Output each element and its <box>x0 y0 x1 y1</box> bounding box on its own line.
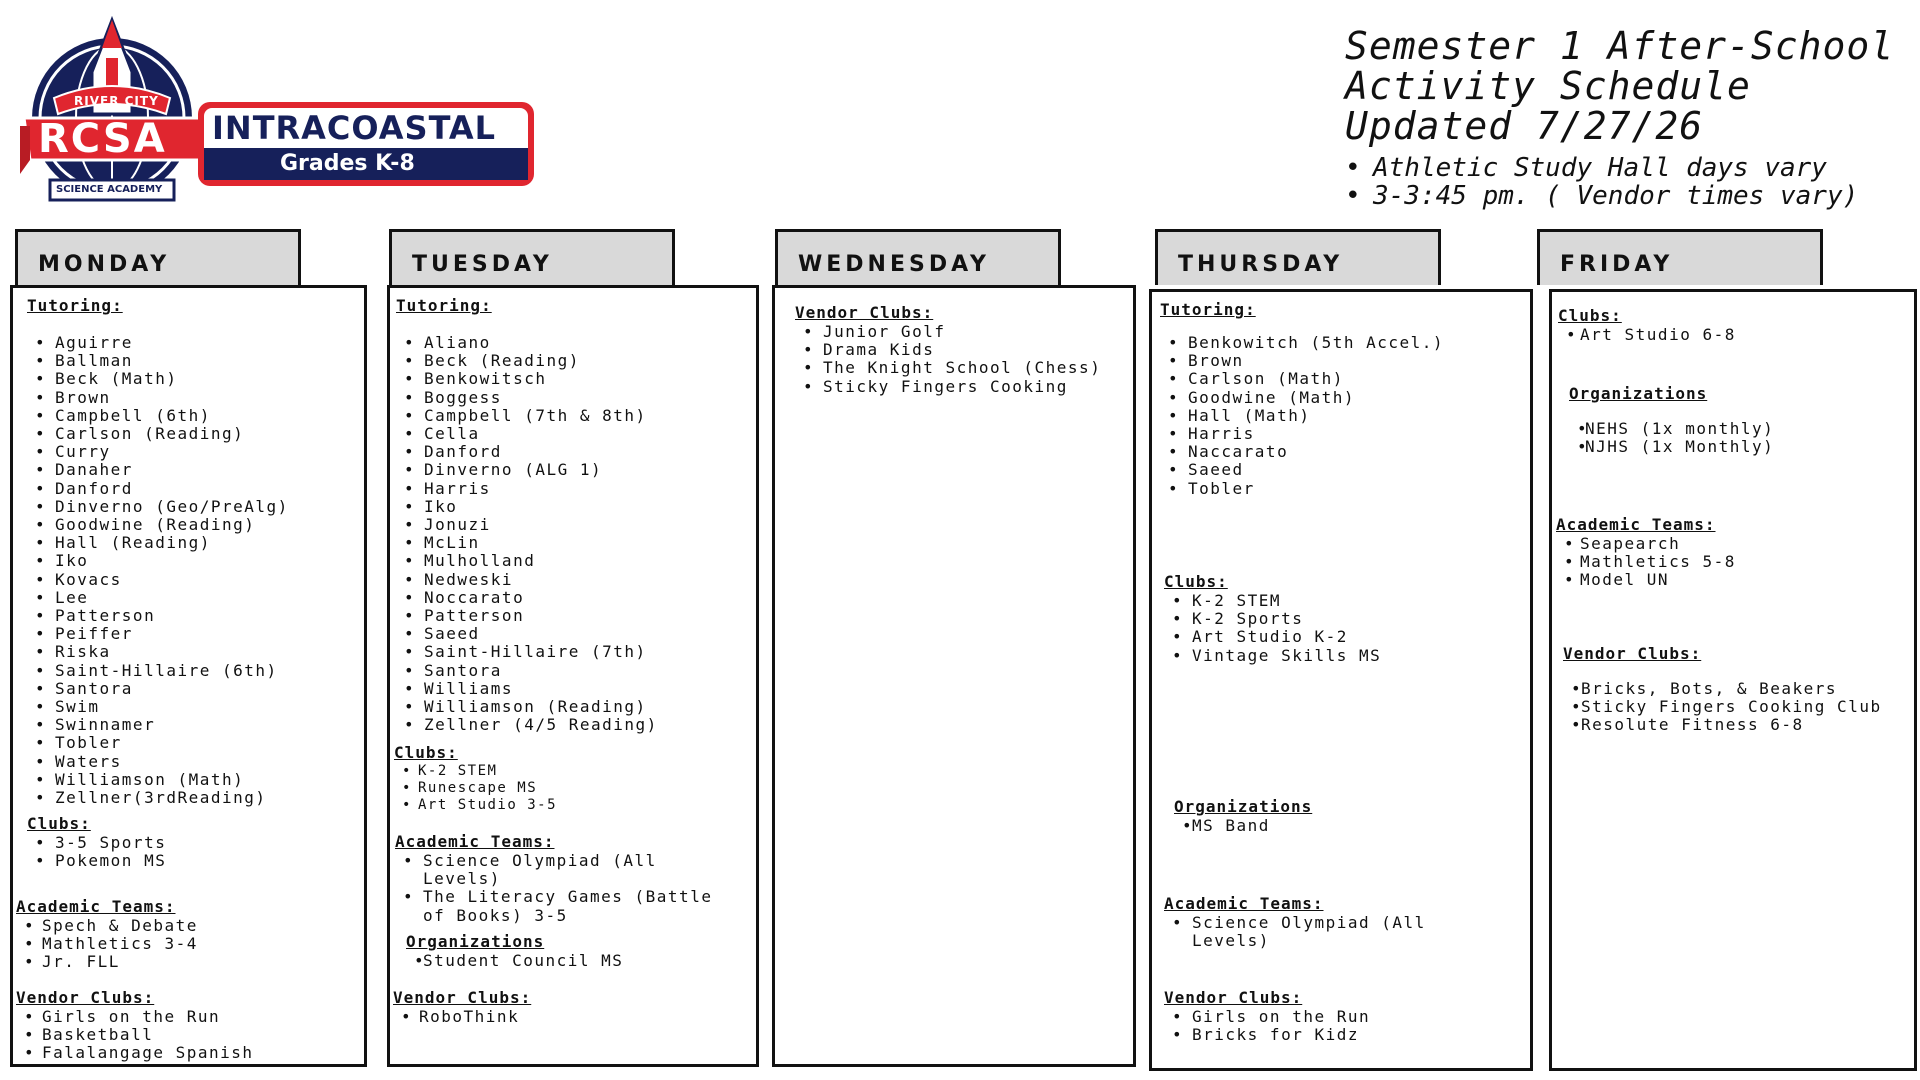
list-item: • K-2 Sports <box>1164 610 1381 628</box>
list-item: • Runescape MS <box>394 780 557 797</box>
section-heading: Clubs: <box>27 814 91 833</box>
list-item: • Carlson (Reading) <box>27 425 289 443</box>
list-item: • Tobler <box>27 734 289 752</box>
list-item: • Pokemon MS <box>27 852 166 870</box>
schedule-title <box>1345 26 1905 210</box>
list-item: • Williamson (Reading) <box>396 698 658 716</box>
list-item: • Santora <box>27 680 289 698</box>
clubs-list <box>1164 592 1381 665</box>
list-item: • Falalangage Spanish <box>16 1044 254 1062</box>
list-item: • Iko <box>27 552 289 570</box>
list-item: • Bricks for Kidz <box>1164 1026 1370 1044</box>
list-item: • Zellner(3rdReading) <box>27 789 289 807</box>
column-thursday <box>1149 289 1533 1071</box>
list-item: • Aliano <box>396 334 658 352</box>
section-heading: Academic Teams: <box>1164 894 1324 913</box>
list-item: • Campbell (7th & 8th) <box>396 407 658 425</box>
list-item: • Vintage Skills MS <box>1164 647 1381 665</box>
school-logo <box>20 14 540 206</box>
vendor-list <box>1164 1008 1370 1044</box>
list-item: • Science Olympiad (All Levels) <box>1164 914 1504 950</box>
list-item: • K-2 STEM <box>394 763 557 780</box>
list-item: • Dinverno (Geo/PreAlg) <box>27 498 289 516</box>
list-item: • Art Studio 3-5 <box>394 797 557 814</box>
section-heading: Vendor Clubs: <box>16 988 155 1007</box>
tuesday-tutoring <box>396 296 658 734</box>
section-heading: Tutoring: <box>396 296 492 315</box>
clubs-list <box>394 763 557 814</box>
wednesday-vendor-clubs <box>795 303 1101 396</box>
list-item: • Goodwine (Math) <box>1160 389 1444 407</box>
logo-banner-subtitle: Grades K-8 <box>280 151 415 176</box>
section-heading: Tutoring: <box>1160 300 1256 319</box>
list-item: • Peiffer <box>27 625 289 643</box>
list-item: • Danaher <box>27 461 289 479</box>
list-item: • Junior Golf <box>795 323 1101 341</box>
section-heading: Academic Teams: <box>16 897 176 916</box>
list-item: • Aguirre <box>27 334 289 352</box>
section-heading: Vendor Clubs: <box>393 988 532 1007</box>
list-item: • MS Band <box>1174 817 1312 835</box>
friday-academic-teams <box>1556 515 1736 590</box>
list-item: • McLin <box>396 534 658 552</box>
academic-list <box>1556 535 1736 590</box>
list-item: • Campbell (6th) <box>27 407 289 425</box>
list-item: • Ballman <box>27 352 289 370</box>
organizations-list <box>1174 817 1312 835</box>
thursday-clubs <box>1164 572 1381 665</box>
column-monday <box>10 285 367 1067</box>
academic-list <box>16 917 198 972</box>
tutoring-list <box>1160 334 1444 498</box>
vendor-list <box>16 1008 254 1063</box>
list-item: • Cella <box>396 425 658 443</box>
section-heading: Academic Teams: <box>395 832 555 851</box>
list-item: • Beck (Math) <box>27 370 289 388</box>
list-item: • Beck (Reading) <box>396 352 658 370</box>
list-item: • Benkowitch (5th Accel.) <box>1160 334 1444 352</box>
section-heading: Clubs: <box>394 743 458 762</box>
section-heading: Vendor Clubs: <box>1164 988 1303 1007</box>
list-item: • Saeed <box>396 625 658 643</box>
section-heading: Clubs: <box>1164 572 1228 591</box>
list-item: • Girls on the Run <box>16 1008 254 1026</box>
section-heading: Tutoring: <box>27 296 123 315</box>
tab-monday: MONDAY <box>15 229 301 285</box>
tuesday-academic-teams <box>395 832 735 925</box>
list-item: • Art Studio K-2 <box>1164 628 1381 646</box>
section-heading: Organizations <box>406 932 545 951</box>
list-item: • Student Council MS <box>406 952 623 970</box>
list-item: • Sticky Fingers Cooking Club <box>1563 698 1882 716</box>
list-item: • Harris <box>1160 425 1444 443</box>
organizations-list <box>406 952 623 970</box>
list-item: • Hall (Math) <box>1160 407 1444 425</box>
title-line-1: Semester 1 After-School <box>1345 24 1895 68</box>
logo-rcsa: RCSA <box>38 116 167 162</box>
thursday-tutoring <box>1160 300 1444 498</box>
tab-friday: FRIDAY <box>1537 229 1823 285</box>
logo-banner-title: INTRACOASTAL <box>212 109 497 147</box>
monday-vendor-clubs <box>16 988 254 1063</box>
list-item: • Saint-Hillaire (6th) <box>27 662 289 680</box>
vendor-list <box>393 1008 531 1026</box>
clubs-list <box>1558 326 1736 344</box>
list-item: • Iko <box>396 498 658 516</box>
friday-clubs <box>1558 306 1736 344</box>
list-item: • Kovacs <box>27 571 289 589</box>
clubs-list <box>27 834 166 870</box>
list-item: • Waters <box>27 753 289 771</box>
list-item: • Mathletics 3-4 <box>16 935 198 953</box>
list-item: • NJHS (1x Monthly) <box>1569 438 1774 456</box>
list-item: • Drama Kids <box>795 341 1101 359</box>
list-item: • Saeed <box>1160 461 1444 479</box>
section-heading: Vendor Clubs: <box>1563 644 1702 663</box>
thursday-academic-teams <box>1164 894 1504 950</box>
list-item: • Curry <box>27 443 289 461</box>
list-item: • Girls on the Run <box>1164 1008 1370 1026</box>
section-heading: Academic Teams: <box>1556 515 1716 534</box>
list-item: • Sticky Fingers Cooking <box>795 378 1101 396</box>
tab-wednesday: WEDNESDAY <box>775 229 1061 285</box>
list-item: • Mathletics 5-8 <box>1556 553 1736 571</box>
organizations-list <box>1569 420 1774 456</box>
tutoring-list <box>396 334 658 734</box>
list-item: • Benkowitsch <box>396 370 658 388</box>
tab-tuesday: TUESDAY <box>389 229 675 285</box>
list-item: • Patterson <box>396 607 658 625</box>
list-item: • Riska <box>27 643 289 661</box>
logo-river-city: RIVER CITY <box>74 94 159 108</box>
list-item: • NEHS (1x monthly) <box>1569 420 1774 438</box>
list-item: • Harris <box>396 480 658 498</box>
list-item: • Art Studio 6-8 <box>1558 326 1736 344</box>
tuesday-organizations <box>406 932 623 970</box>
monday-academic-teams <box>16 897 198 972</box>
monday-clubs <box>27 814 166 870</box>
column-wednesday <box>772 285 1136 1067</box>
list-item: • Boggess <box>396 389 658 407</box>
note-item: • Athletic Study Hall days vary <box>1345 154 1905 182</box>
list-item: • Saint-Hillaire (7th) <box>396 643 658 661</box>
list-item: • Swinnamer <box>27 716 289 734</box>
list-item: • Jonuzi <box>396 516 658 534</box>
list-item: • Brown <box>27 389 289 407</box>
thursday-vendor-clubs <box>1164 988 1370 1044</box>
thursday-organizations <box>1174 797 1312 835</box>
list-item: • Jr. FLL <box>16 953 198 971</box>
list-item: • Williams <box>396 680 658 698</box>
list-item: • Carlson (Math) <box>1160 370 1444 388</box>
list-item: • The Knight School (Chess) <box>795 359 1101 377</box>
friday-organizations <box>1569 384 1774 456</box>
list-item: • RoboThink <box>393 1008 531 1026</box>
schedule-notes <box>1345 154 1905 210</box>
list-item: • Nedweski <box>396 571 658 589</box>
list-item: • Hall (Reading) <box>27 534 289 552</box>
list-item: • Naccarato <box>1160 443 1444 461</box>
friday-vendor-clubs <box>1563 644 1882 735</box>
logo-science-academy: SCIENCE ACADEMY <box>56 184 163 195</box>
list-item: • Model UN <box>1556 571 1736 589</box>
title-line-3: Updated 7/27/26 <box>1345 104 1704 148</box>
list-item: • Dinverno (ALG 1) <box>396 461 658 479</box>
list-item: • Basketball <box>16 1026 254 1044</box>
title-line-2: Activity Schedule <box>1345 64 1751 108</box>
vendor-list <box>795 323 1101 396</box>
column-friday <box>1549 289 1917 1071</box>
tuesday-clubs <box>394 743 557 814</box>
section-heading: Organizations <box>1174 797 1313 816</box>
list-item: • Santora <box>396 662 658 680</box>
list-item: • Mulholland <box>396 552 658 570</box>
list-item: • Lee <box>27 589 289 607</box>
list-item: • Brown <box>1160 352 1444 370</box>
list-item: • Bricks, Bots, & Beakers <box>1563 680 1882 698</box>
column-tuesday <box>387 285 759 1067</box>
section-heading: Organizations <box>1569 384 1708 403</box>
monday-tutoring <box>27 296 289 807</box>
tab-thursday: THURSDAY <box>1155 229 1441 285</box>
list-item: • Swim <box>27 698 289 716</box>
list-item: • Williamson (Math) <box>27 771 289 789</box>
section-heading: Clubs: <box>1558 306 1622 325</box>
tutoring-list <box>27 334 289 807</box>
list-item: • Resolute Fitness 6-8 <box>1563 716 1882 734</box>
tuesday-vendor-clubs <box>393 988 531 1026</box>
list-item: • Goodwine (Reading) <box>27 516 289 534</box>
list-item: • Danford <box>27 480 289 498</box>
list-item: • 3-5 Sports <box>27 834 166 852</box>
note-item: • 3-3:45 pm. ( Vendor times vary) <box>1345 182 1905 210</box>
vendor-list <box>1563 680 1882 735</box>
section-heading: Vendor Clubs: <box>795 303 934 322</box>
academic-list <box>395 852 735 925</box>
list-item: • Tobler <box>1160 480 1444 498</box>
list-item: • Spech & Debate <box>16 917 198 935</box>
list-item: • Danford <box>396 443 658 461</box>
list-item: • The Literacy Games (Battle of Books) 3-5 <box>395 888 735 924</box>
list-item: • K-2 STEM <box>1164 592 1381 610</box>
list-item: • Noccarato <box>396 589 658 607</box>
list-item: • Seapearch <box>1556 535 1736 553</box>
academic-list <box>1164 914 1504 950</box>
list-item: • Science Olympiad (All Levels) <box>395 852 735 888</box>
list-item: • Patterson <box>27 607 289 625</box>
list-item: • Zellner (4/5 Reading) <box>396 716 658 734</box>
